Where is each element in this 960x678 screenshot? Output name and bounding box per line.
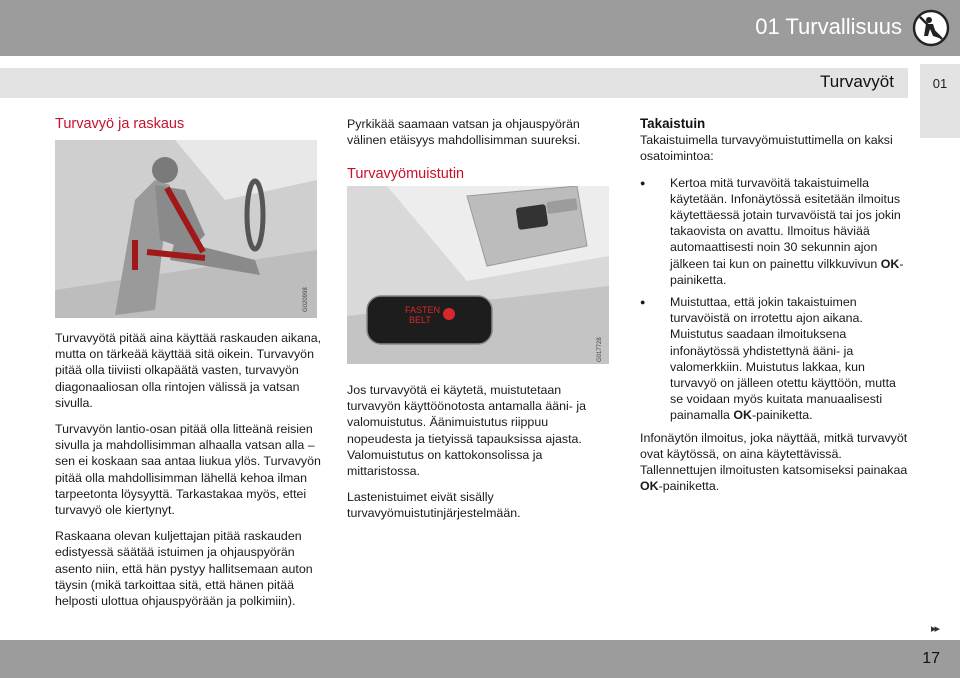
rear-seat-heading: Takaistuin	[640, 116, 706, 131]
pregnancy-paragraph-3: Raskaana olevan kuljettajan pitää raskauden edistyessä säätää istuimen ja ohjauspyörän asento niin, että hän pystyy hallitsemaan auton täysin (mikä tarkoittaa sitä, että hänen pitää helposti ulottua ohjauspyörään ja polkimiin).	[55, 529, 313, 609]
rear-seat-closing: Infonäytön ilmoitus, joka näyttää, mitkä turvavyöt ovat käytössä, on aina käytettävissä. Tallennettujen ilmoitusten katsomiseksi painakaa OK-painiketta.	[640, 430, 908, 494]
pregnancy-paragraph-2: Turvavyön lantio-osan pitää olla litteänä reisien sivulla ja mahdollisimman alhaalla vatsan alla – sen ei koskaan saa antaa liukua ylös. Turvavyön pitää olla mahdollisimman lähellä kehoa ilman tarpeetonta löysyyttä. Tarkastakaa myös, ettei turvavyö ole kiertynyt.	[55, 422, 321, 518]
left-column	[55, 116, 330, 132]
page-number: 17	[922, 650, 940, 667]
svg-text:BELT: BELT	[409, 315, 431, 325]
figure-code-middle: G017728	[597, 337, 603, 362]
fasten-belt-text: FASTEN	[405, 305, 441, 315]
figure-code: G020998	[303, 287, 309, 312]
chapter-tab: 01	[920, 64, 960, 138]
middle-intro: Pyrkikää saamaan vatsan ja ohjauspyörän välinen etäisyys mahdollisimman suureksi.	[347, 117, 581, 148]
pregnant-driver-illustration	[55, 140, 317, 318]
reminder-paragraph-2: Lastenistuimet eivät sisälly turvavyömuistutinjärjestelmään.	[347, 490, 521, 521]
right-column	[640, 116, 908, 504]
ceiling-console-illustration	[347, 186, 609, 364]
middle-body	[347, 382, 615, 532]
section-header-bar	[0, 68, 908, 98]
seatbelt-prohibited-icon	[912, 9, 950, 47]
middle-column	[347, 116, 615, 183]
rear-seat-intro: Takaistuimella turvavyömuistuttimella on kaksi osatoimintoa:	[640, 133, 893, 164]
pregnancy-heading: Turvavyö ja raskaus	[55, 116, 185, 132]
reminder-heading: Turvavyömuistutin	[347, 166, 465, 183]
list-item: ● Kertoa mitä turvavöitä takaistuimella käytetään. Infonäytössä esitetään ilmoitus käytettäessä jotain turvavöistä tai jos jokin takaovista on avattu. Ilmoitus häviää automaattisesti noin 30 sekunnin ajon jälkeen tai kun on painettu vilkkuvivun OK-painiketta.	[640, 175, 908, 288]
pregnancy-paragraph-1: Turvavyötä pitää aina käyttää raskauden aikana, mutta on tärkeää käyttää sitä oikein. Turvavyön pitää olla tiiviisti olkapäätä vasten, turvavyön diagonaaliosan olla rintojen välissä ja vatsan sivulla.	[55, 331, 322, 410]
ceiling-console-figure	[347, 186, 609, 364]
pregnant-driver-figure	[55, 140, 317, 318]
footer-bar	[0, 640, 960, 678]
reminder-paragraph-1: Jos turvavyötä ei käytetä, muistutetaan turvavyön käyttöönotosta antamalla ääni- ja valomuistutus. Äänimuistutus riippuu nopeudesta ja tietyissä tapauksissa ajasta. Valomuistutus on kattokonsolissa ja mittaristossa.	[347, 383, 587, 479]
continues-arrow-icon: ▸▸	[930, 623, 938, 635]
seatbelt-warning-icon	[443, 308, 455, 320]
section-title: Turvavyöt	[819, 72, 894, 91]
rear-seat-list	[640, 175, 908, 424]
list-item: ● Muistuttaa, että jokin takaistuimen turvavöistä on irrotettu ajon aikana. Muistutus saadaan ilmoituksena infonäytössä yhdistettynä ääni- ja valomerkkiin. Muistutus lakkaa, kun turvavyö on jälleen otettu käyttöön, mutta se voidaan myös kuitata manuaalisesti painamalla OK-painiketta.	[640, 294, 908, 424]
chapter-title: 01 Turvallisuus	[755, 14, 902, 39]
left-body	[55, 330, 330, 619]
